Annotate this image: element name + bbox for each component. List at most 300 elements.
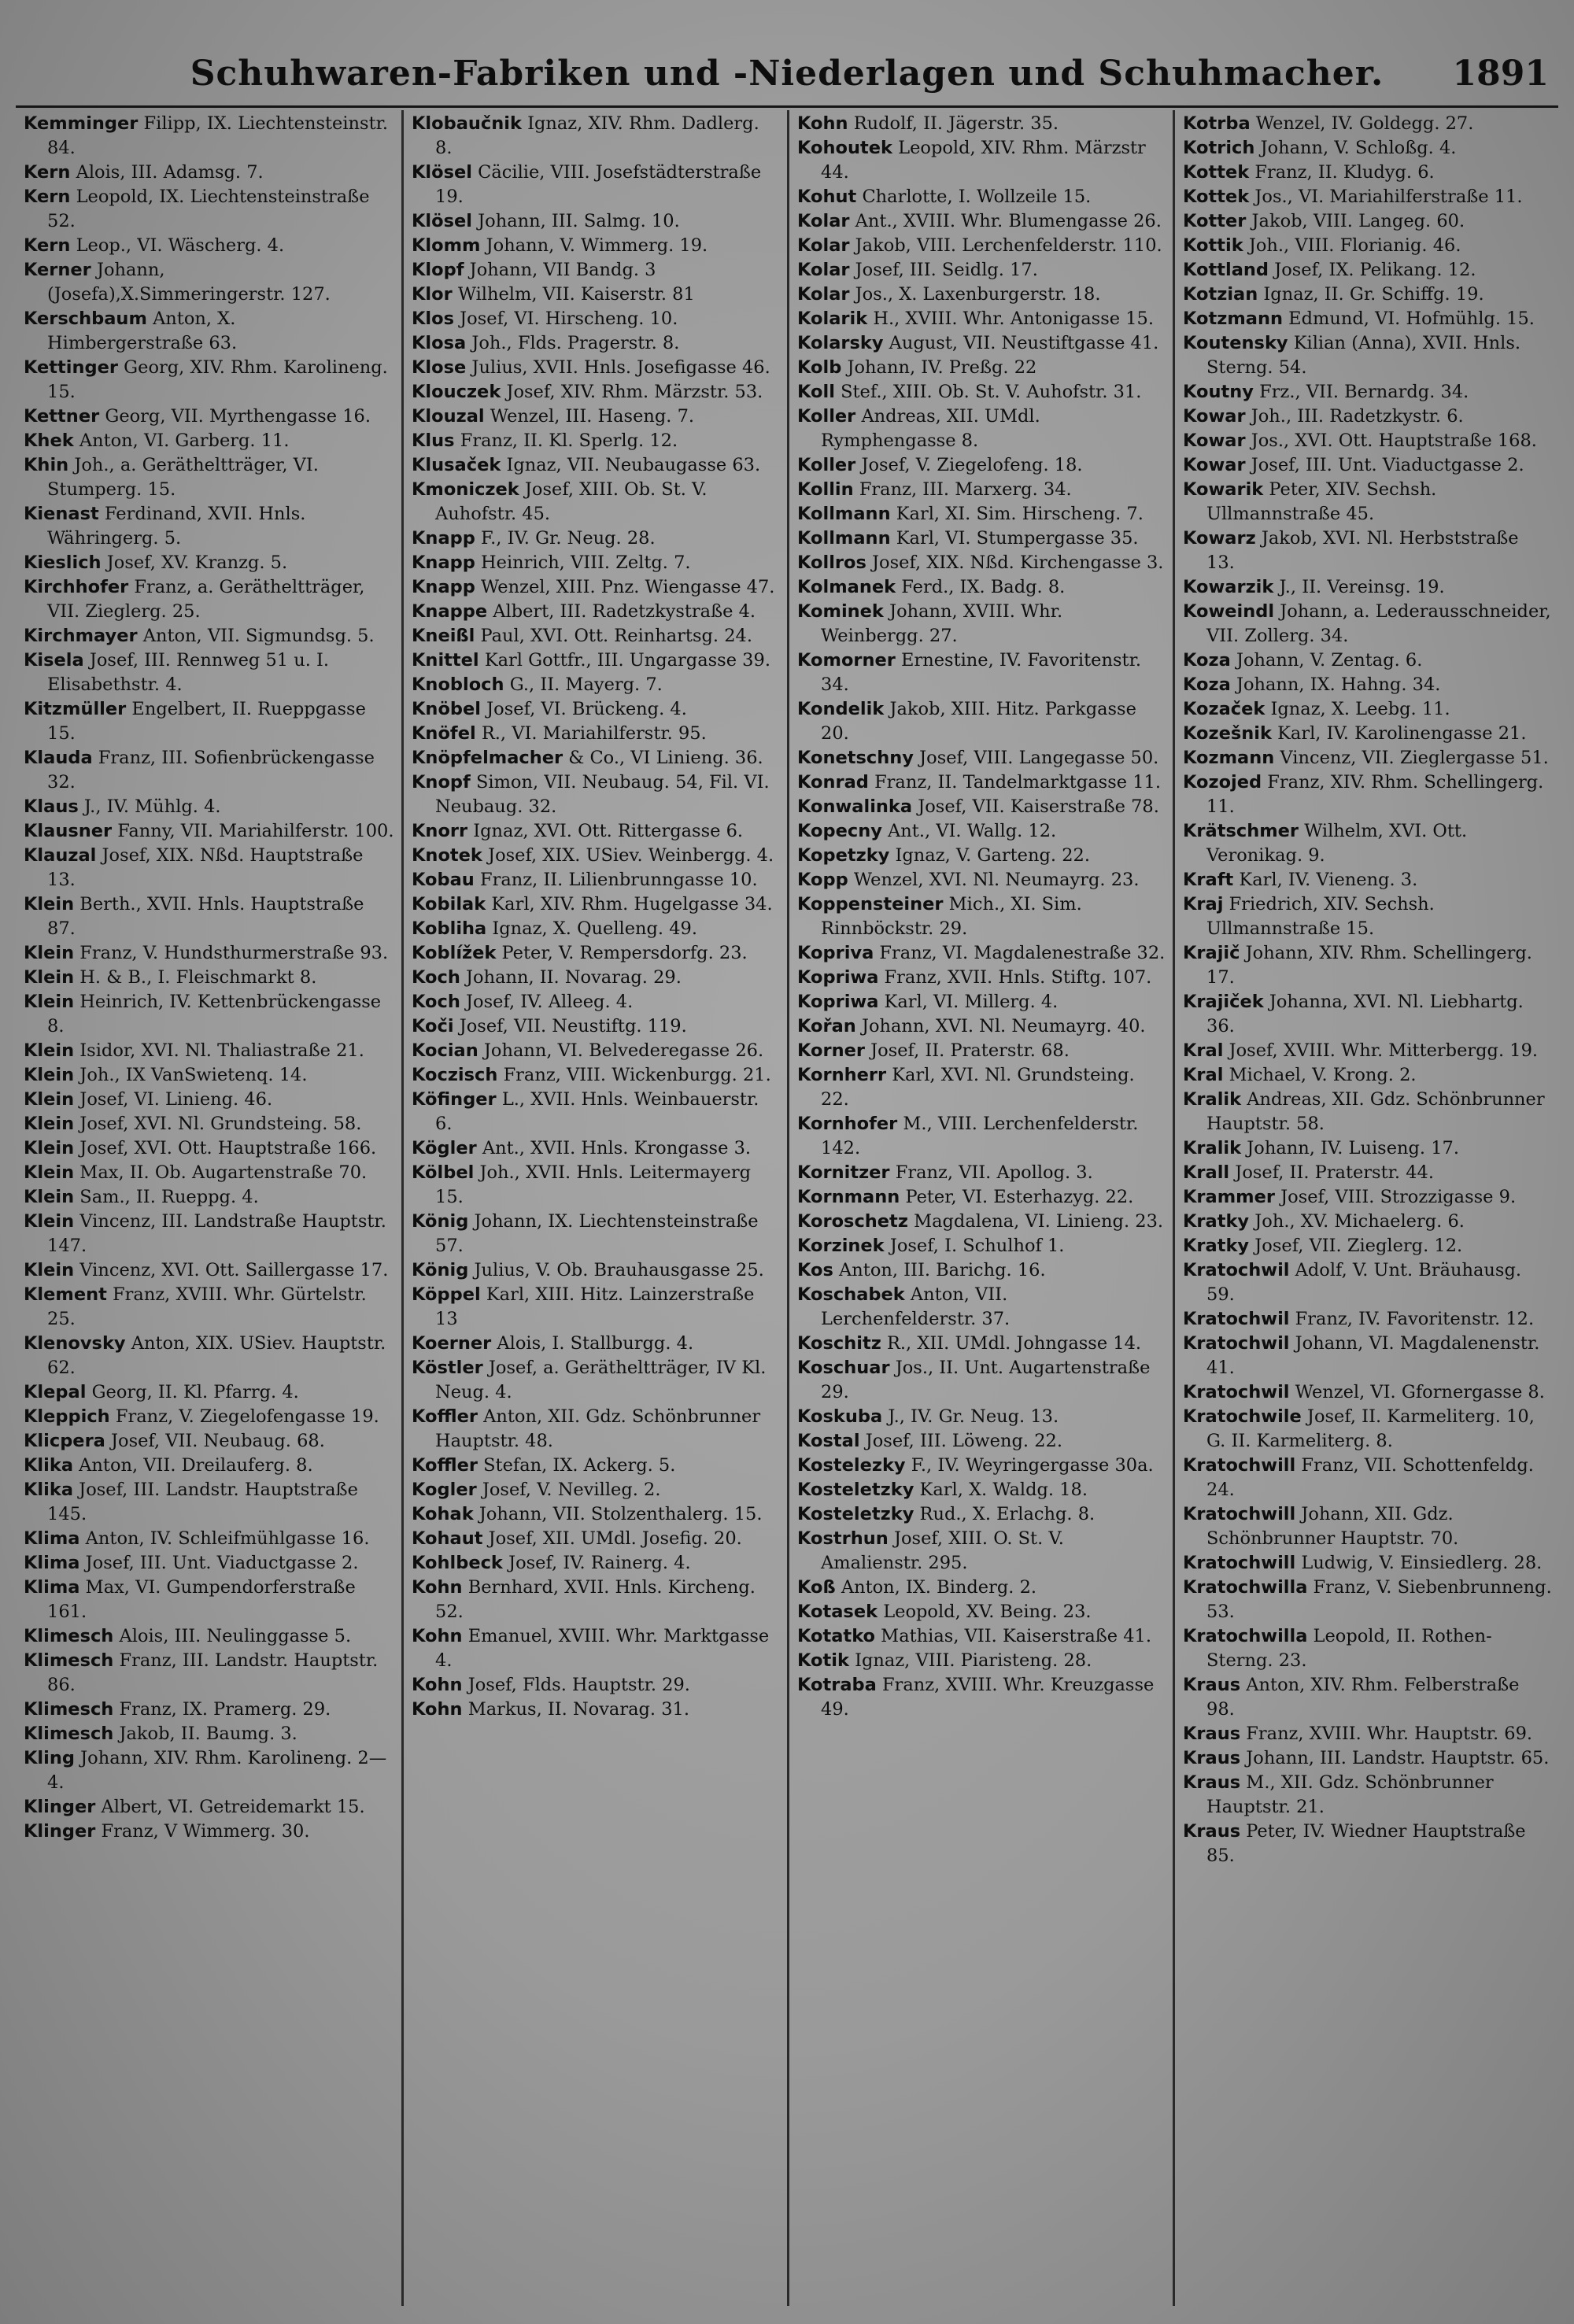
entry-name: Kolmanek [797, 577, 896, 597]
entry-name: Kottland [1183, 260, 1269, 280]
entry-details: Johann, II. Novarag. 29. [466, 967, 682, 988]
entry-details: Franz, VI. Magdalenestraße 32. [879, 943, 1166, 963]
entry-name: Knöpfelmacher [412, 748, 563, 768]
directory-entry [412, 1039, 781, 1063]
entry-name: Kratky [1183, 1211, 1250, 1232]
entry-name: Kraft [1183, 870, 1234, 890]
entry-details: Joh., VIII. Florianig. 46. [1248, 235, 1461, 256]
entry-details: J., IV. Mühlg. 4. [83, 796, 221, 817]
directory-entry [1183, 331, 1552, 380]
entry-name: Koczisch [412, 1065, 498, 1085]
entry-name: Khin [24, 455, 69, 475]
entry-name: Kratochwilla [1183, 1577, 1308, 1598]
entry-details: Karl, XIV. Rhm. Hugelgasse 34. [491, 894, 773, 914]
directory-entry [1183, 1063, 1552, 1088]
directory-entry [24, 1112, 395, 1136]
entry-name: Koči [412, 1016, 454, 1036]
entry-details: Josef, XIII. O. St. V. Amalienstr. 295. [821, 1528, 1064, 1573]
entry-name: Klein [24, 1162, 75, 1183]
entry-details: Josef, III. Seidlg. 17. [855, 260, 1038, 280]
entry-details: Johanna, XVI. Nl. Liebhartg. 36. [1206, 992, 1524, 1036]
directory-entry [797, 1502, 1166, 1527]
directory-entry [797, 1454, 1166, 1478]
entry-name: Kozojed [1183, 772, 1262, 793]
entry-details: Georg, VII. Myrthengasse 16. [105, 406, 371, 427]
entry-details: Ant., XVIII. Whr. Blumengasse 26. [855, 211, 1162, 231]
entry-details: Josef, VI. Hirscheng. 10. [460, 309, 678, 329]
entry-name: Kornitzer [797, 1162, 890, 1183]
entry-name: Klika [24, 1455, 74, 1476]
entry-details: Franz, IV. Favoritenstr. 12. [1295, 1309, 1535, 1329]
entry-details: Cäcilie, VIII. Josefstädterstraße 19. [435, 162, 762, 207]
directory-entry [412, 283, 781, 307]
entry-name: Koch [412, 967, 460, 988]
entry-name: Koffler [412, 1455, 478, 1476]
directory-entry [412, 112, 781, 161]
directory-entry [1183, 1258, 1552, 1307]
entry-name: Kolar [797, 211, 850, 231]
directory-entry [797, 1063, 1166, 1112]
entry-name: Konrad [797, 772, 869, 793]
directory-entry [1183, 405, 1552, 429]
entry-name: Klausner [24, 821, 113, 841]
directory-entry [797, 234, 1166, 258]
entry-name: Knobloch [412, 674, 504, 695]
directory-entry [1183, 892, 1552, 941]
directory-entry [797, 1210, 1166, 1234]
directory-entry [24, 258, 395, 307]
directory-entry [412, 478, 781, 527]
entry-details: Josef, XIII. Ob. St. V. Auhofstr. 45. [435, 479, 708, 524]
entry-details: Filipp, IX. Liechtensteinstr. 84. [47, 113, 389, 158]
entry-name: Knappe [412, 601, 488, 622]
directory-entry [412, 429, 781, 453]
entry-details: Anton, XIX. USiev. Hauptstr. 62. [47, 1333, 386, 1378]
directory-entry [1183, 161, 1552, 185]
directory-entry [412, 624, 781, 648]
entry-name: Kohlbeck [412, 1553, 503, 1573]
entry-name: Klus [412, 430, 455, 451]
directory-entry [1183, 697, 1552, 722]
entry-name: Klein [24, 1114, 75, 1134]
entry-details: Josef, II. Karmeliterg. 10, G. II. Karmeliterg. 8. [1206, 1406, 1535, 1451]
entry-details: Johann, IX. Hahng. 34. [1236, 674, 1441, 695]
entry-details: Franz, VIII. Wickenburgg. 21. [503, 1065, 771, 1085]
directory-entry [1183, 234, 1552, 258]
entry-name: Klein [24, 1260, 75, 1280]
entry-name: Kozmann [1183, 748, 1275, 768]
directory-columns [16, 110, 1558, 2306]
entry-name: Knittel [412, 650, 479, 671]
entry-details: Ignaz, V. Garteng. 22. [895, 845, 1090, 866]
entry-name: Kitzmüller [24, 699, 127, 719]
entry-details: Ignaz, VII. Neubaugasse 63. [506, 455, 761, 475]
entry-details: Jakob, XIII. Hitz. Parkgasse 20. [821, 699, 1136, 744]
entry-name: Klement [24, 1284, 107, 1305]
entry-name: Klein [24, 894, 75, 914]
entry-details: Johann, XVI. Nl. Neumayrg. 40. [861, 1016, 1146, 1036]
directory-entry [1183, 1820, 1552, 1868]
directory-entry [412, 1136, 781, 1161]
entry-name: Kotzian [1183, 284, 1258, 305]
entry-details: Joh., XV. Michaelerg. 6. [1254, 1211, 1465, 1232]
directory-entry [412, 551, 781, 575]
entry-details: Anton, XII. Gdz. Schönbrunner Hauptstr. 48. [435, 1406, 761, 1451]
entry-details: Johann, VII Bandg. 3 [469, 260, 656, 280]
directory-entry [797, 648, 1166, 697]
entry-name: Kowarik [1183, 479, 1264, 500]
entry-details: Wenzel, VI. Gfornergasse 8. [1295, 1382, 1545, 1402]
directory-entry [1183, 1234, 1552, 1258]
entry-details: Josef, VII. Neubaug. 68. [111, 1431, 325, 1451]
entry-details: Anton, IV. Schleifmühlgasse 16. [85, 1528, 370, 1549]
entry-details: Anton, VII. Sigmundsg. 5. [142, 626, 375, 646]
entry-name: Kopecny [797, 821, 882, 841]
directory-entry [412, 575, 781, 600]
entry-name: Klose [412, 357, 467, 378]
directory-entry [412, 527, 781, 551]
directory-entry [412, 770, 781, 819]
entry-name: Krätschmer [1183, 821, 1299, 841]
column-3 [787, 110, 1173, 2306]
entry-name: Kowar [1183, 430, 1246, 451]
directory-entry [412, 307, 781, 331]
entry-details: Josef, VIII. Strozzigasse 9. [1280, 1187, 1517, 1207]
directory-entry [412, 1283, 781, 1332]
entry-details: J., IV. Gr. Neug. 13. [888, 1406, 1059, 1427]
entry-details: Julius, XVII. Hnls. Josefigasse 46. [471, 357, 770, 378]
directory-entry [1183, 673, 1552, 697]
entry-name: Kratochwill [1183, 1455, 1296, 1476]
entry-details: Kilian (Anna), XVII. Hnls. Sterng. 54. [1206, 333, 1521, 378]
entry-name: Kralik [1183, 1138, 1242, 1158]
directory-entry [797, 819, 1166, 844]
entry-details: Joh., III. Radetzkystr. 6. [1251, 406, 1464, 427]
entry-name: Koller [797, 406, 856, 427]
entry-name: Kotter [1183, 211, 1247, 231]
directory-entry [24, 1795, 395, 1820]
directory-entry [24, 112, 395, 161]
entry-details: Adolf, V. Unt. Bräuhausg. 59. [1206, 1260, 1521, 1305]
entry-details: Ignaz, XIV. Rhm. Dadlerg. 8. [435, 113, 759, 158]
entry-name: Klenovsky [24, 1333, 126, 1354]
directory-entry [797, 868, 1166, 892]
directory-entry [24, 1405, 395, 1429]
entry-details: Georg, XIV. Rhm. Karolineng. 15. [47, 357, 388, 402]
directory-entry [1183, 1210, 1552, 1234]
entry-name: Kowar [1183, 406, 1246, 427]
entry-details: Johann, V. Zentag. 6. [1236, 650, 1423, 671]
entry-details: Johann, VI. Belvederegasse 26. [483, 1040, 764, 1061]
directory-entry [797, 1429, 1166, 1454]
entry-details: Anton, XIV. Rhm. Felberstraße 98. [1206, 1675, 1520, 1720]
entry-details: Emanuel, XVIII. Whr. Marktgasse 4. [435, 1626, 770, 1671]
entry-name: König [412, 1211, 469, 1232]
entry-name: Kern [24, 162, 71, 183]
directory-entry [24, 1478, 395, 1527]
entry-details: Josef, XIX. USiev. Weinbergg. 4. [488, 845, 774, 866]
entry-name: Klimesch [24, 1626, 114, 1646]
entry-name: Kratochwil [1183, 1333, 1290, 1354]
entry-details: Karl Gottfr., III. Ungargasse 39. [484, 650, 770, 671]
entry-details: Johann, V. Wimmerg. 19. [486, 235, 708, 256]
entry-details: Josef, VI. Linieng. 46. [79, 1089, 273, 1110]
entry-name: Kowarz [1183, 528, 1256, 549]
entry-name: Knapp [412, 552, 475, 573]
entry-name: Koutensky [1183, 333, 1288, 353]
entry-name: Kirchhofer [24, 577, 129, 597]
directory-entry [1183, 819, 1552, 868]
entry-name: Klein [24, 943, 75, 963]
directory-entry [412, 1014, 781, 1039]
directory-entry [24, 405, 395, 429]
entry-details: Anton, X. Himbergerstraße 63. [47, 309, 238, 353]
entry-details: Josef, XIX. Nßd. Kirchengasse 3. [872, 552, 1164, 573]
entry-name: Kornhofer [797, 1114, 898, 1134]
entry-name: Kowar [1183, 455, 1246, 475]
entry-name: Kohut [797, 187, 857, 207]
entry-name: Kopriwa [797, 967, 879, 988]
entry-name: Kostal [797, 1431, 860, 1451]
entry-details: Stefan, IX. Ackerg. 5. [483, 1455, 676, 1476]
entry-name: Klima [24, 1528, 80, 1549]
entry-details: Franz, V. Hundsthurmerstraße 93. [79, 943, 389, 963]
entry-details: Vincenz, III. Landstraße Hauptstr. 147. [47, 1211, 386, 1256]
directory-entry [412, 868, 781, 892]
directory-entry [1183, 209, 1552, 234]
entry-name: Klinger [24, 1797, 96, 1817]
entry-details: Magdalena, VI. Linieng. 23. [914, 1211, 1164, 1232]
entry-details: Vincenz, XVI. Ott. Saillergasse 17. [79, 1260, 389, 1280]
entry-name: Kraus [1183, 1772, 1241, 1793]
entry-details: Anton, III. Barichg. 16. [839, 1260, 1046, 1280]
directory-entry [1183, 575, 1552, 600]
directory-entry [24, 1258, 395, 1283]
entry-details: Leopold, XV. Being. 23. [883, 1602, 1092, 1622]
entry-name: Kern [24, 187, 71, 207]
entry-name: Kolar [797, 260, 850, 280]
entry-details: Friedrich, XIV. Sechsh. Ullmannstraße 15. [1206, 894, 1435, 939]
entry-details: Joh., Flds. Pragerstr. 8. [471, 333, 680, 353]
entry-details: Mich., XI. Sim. Rinnböckstr. 29. [821, 894, 1082, 939]
entry-name: Kohaut [412, 1528, 483, 1549]
entry-details: Josef, I. Schulhof 1. [889, 1236, 1065, 1256]
entry-name: Kořan [797, 1016, 856, 1036]
directory-entry [412, 1258, 781, 1283]
directory-entry [1183, 1551, 1552, 1576]
entry-details: Engelbert, II. Rueppgasse 15. [47, 699, 366, 744]
entry-name: Klein [24, 992, 75, 1012]
directory-entry [1183, 868, 1552, 892]
directory-entry [1183, 1454, 1552, 1502]
directory-entry [797, 1185, 1166, 1210]
entry-name: Klos [412, 309, 454, 329]
entry-name: Kotrich [1183, 138, 1255, 158]
entry-name: Kohn [412, 1626, 463, 1646]
entry-name: Kohn [797, 113, 848, 134]
directory-entry [797, 527, 1166, 551]
entry-name: Klein [24, 1065, 75, 1085]
entry-name: Kobilak [412, 894, 486, 914]
directory-entry [797, 258, 1166, 283]
directory-entry [412, 1576, 781, 1624]
directory-entry [412, 697, 781, 722]
page-number: 1891 [1452, 54, 1549, 94]
directory-entry [412, 234, 781, 258]
entry-details: Johann, IV. Preßg. 22 [847, 357, 1037, 378]
entry-details: Jakob, VIII. Langeg. 60. [1251, 211, 1465, 231]
directory-entry [1183, 307, 1552, 331]
directory-entry [412, 356, 781, 380]
entry-details: Markus, II. Novarag. 31. [467, 1699, 689, 1720]
entry-name: Knöbel [412, 699, 481, 719]
entry-details: Peter, IV. Wiedner Hauptstraße 85. [1206, 1821, 1526, 1866]
directory-entry [24, 819, 395, 844]
entry-name: Kraj [1183, 894, 1224, 914]
directory-entry [797, 1649, 1166, 1673]
directory-entry [24, 624, 395, 648]
entry-details: Johann, IX. Liechtensteinstraße 57. [435, 1211, 759, 1256]
entry-name: Koutny [1183, 382, 1254, 402]
entry-details: Franz, V. Siebenbrunneng. 53. [1206, 1577, 1552, 1622]
entry-details: Franz, XVIII. Whr. Kreuzgasse 49. [821, 1675, 1155, 1720]
entry-name: Kowarzik [1183, 577, 1274, 597]
directory-entry [24, 1454, 395, 1478]
entry-name: Kral [1183, 1065, 1224, 1085]
entry-name: Klein [24, 1187, 75, 1207]
entry-name: Kolarik [797, 309, 868, 329]
directory-entry [1183, 258, 1552, 283]
entry-name: Kolar [797, 284, 850, 305]
entry-name: Kohoutek [797, 138, 892, 158]
entry-name: Knorr [412, 821, 468, 841]
directory-entry [24, 1039, 395, 1063]
directory-entry [412, 1624, 781, 1673]
directory-entry [797, 1332, 1166, 1356]
entry-details: G., II. Mayerg. 7. [509, 674, 663, 695]
directory-entry [1183, 1771, 1552, 1820]
directory-entry [412, 722, 781, 746]
directory-entry [797, 502, 1166, 527]
directory-entry [412, 1063, 781, 1088]
directory-entry [797, 1356, 1166, 1405]
entry-name: Kostelezky [797, 1455, 906, 1476]
entry-name: Kornmann [797, 1187, 900, 1207]
entry-name: Koerner [412, 1333, 492, 1354]
entry-name: Kostrhun [797, 1528, 889, 1549]
entry-name: Krajiček [1183, 992, 1264, 1012]
entry-details: Josef, Flds. Hauptstr. 29. [467, 1675, 690, 1695]
entry-name: Knöfel [412, 723, 476, 744]
entry-name: Kienast [24, 504, 99, 524]
entry-name: Köfinger [412, 1089, 497, 1110]
entry-details: Franz, V. Ziegelofengasse 19. [115, 1406, 379, 1427]
entry-name: Klosa [412, 333, 467, 353]
entry-name: Klouczek [412, 382, 501, 402]
entry-name: Korzinek [797, 1236, 885, 1256]
entry-name: Klein [24, 967, 75, 988]
entry-details: Albert, III. Radetzkystraße 4. [493, 601, 756, 622]
entry-name: Kos [797, 1260, 833, 1280]
directory-entry [797, 1478, 1166, 1502]
entry-details: Wenzel, XVI. Nl. Neumayrg. 23. [853, 870, 1140, 890]
entry-name: Klusaček [412, 455, 501, 475]
entry-name: Kottek [1183, 187, 1250, 207]
entry-name: Klein [24, 1089, 75, 1110]
directory-entry [412, 1502, 781, 1527]
entry-details: Johann, XIV. Rhm. Schellingerg. 17. [1206, 943, 1532, 988]
entry-details: Joh., XVII. Hnls. Leitermayerg 15. [435, 1162, 751, 1207]
directory-entry [24, 892, 395, 941]
entry-name: Knapp [412, 528, 475, 549]
entry-name: Kleppich [24, 1406, 110, 1427]
directory-entry [1183, 527, 1552, 575]
column-4 [1173, 110, 1558, 2306]
entry-name: Kollros [797, 552, 866, 573]
directory-entry [1183, 1307, 1552, 1332]
entry-name: Kopriva [797, 943, 874, 963]
entry-details: Heinrich, IV. Kettenbrückengasse 8. [47, 992, 382, 1036]
entry-details: Anton, VII. Lerchenfelderstr. 37. [821, 1284, 1011, 1329]
directory-entry [1183, 1332, 1552, 1380]
directory-entry [797, 1283, 1166, 1332]
entry-details: Karl, VI. Millerg. 4. [884, 992, 1059, 1012]
entry-name: Klein [24, 1211, 75, 1232]
directory-entry [1183, 1746, 1552, 1771]
directory-entry [412, 1161, 781, 1210]
entry-details: Fanny, VII. Mariahilferstr. 100. [117, 821, 394, 841]
entry-name: Koroschetz [797, 1211, 908, 1232]
entry-name: Kerschbaum [24, 309, 147, 329]
entry-details: Karl, IV. Karolinengasse 21. [1277, 723, 1527, 744]
directory-entry [1183, 136, 1552, 161]
entry-name: Kratky [1183, 1236, 1250, 1256]
directory-entry [24, 356, 395, 405]
entry-name: Kogler [412, 1480, 477, 1500]
entry-details: Michael, V. Krong. 2. [1229, 1065, 1417, 1085]
directory-entry [412, 1698, 781, 1722]
directory-entry [1183, 283, 1552, 307]
entry-name: Koweindl [1183, 601, 1275, 622]
directory-entry [797, 941, 1166, 966]
entry-name: Klor [412, 284, 453, 305]
directory-entry [1183, 1039, 1552, 1063]
entry-name: Koskuba [797, 1406, 883, 1427]
entry-details: Ludwig, V. Einsiedlerg. 28. [1301, 1553, 1543, 1573]
directory-entry [797, 1527, 1166, 1576]
directory-entry [24, 1649, 395, 1698]
directory-entry [24, 1063, 395, 1088]
directory-entry [1183, 722, 1552, 746]
directory-entry [412, 1527, 781, 1551]
directory-entry [797, 331, 1166, 356]
entry-details: Rud., X. Erlachg. 8. [919, 1504, 1096, 1524]
entry-details: Anton, VI. Garberg. 11. [79, 430, 290, 451]
entry-name: Kotik [797, 1650, 849, 1671]
directory-entry [797, 746, 1166, 770]
entry-details: M., XII. Gdz. Schönbrunner Hauptstr. 21. [1206, 1772, 1494, 1817]
entry-name: Knapp [412, 577, 475, 597]
entry-details: Josef, XIV. Rhm. Märzstr. 53. [506, 382, 763, 402]
entry-name: Kirchmayer [24, 626, 138, 646]
directory-entry [1183, 1502, 1552, 1551]
directory-entry [1183, 746, 1552, 770]
entry-name: Koschabek [797, 1284, 905, 1305]
entry-details: Wenzel, XIII. Pnz. Wiengasse 47. [481, 577, 775, 597]
entry-details: Andreas, XII. Gdz. Schönbrunner Hauptstr. 58. [1206, 1089, 1545, 1134]
entry-details: Josef, III. Rennweg 51 u. I. Elisabethstr. 4. [47, 650, 330, 695]
page-header [16, 49, 1558, 108]
